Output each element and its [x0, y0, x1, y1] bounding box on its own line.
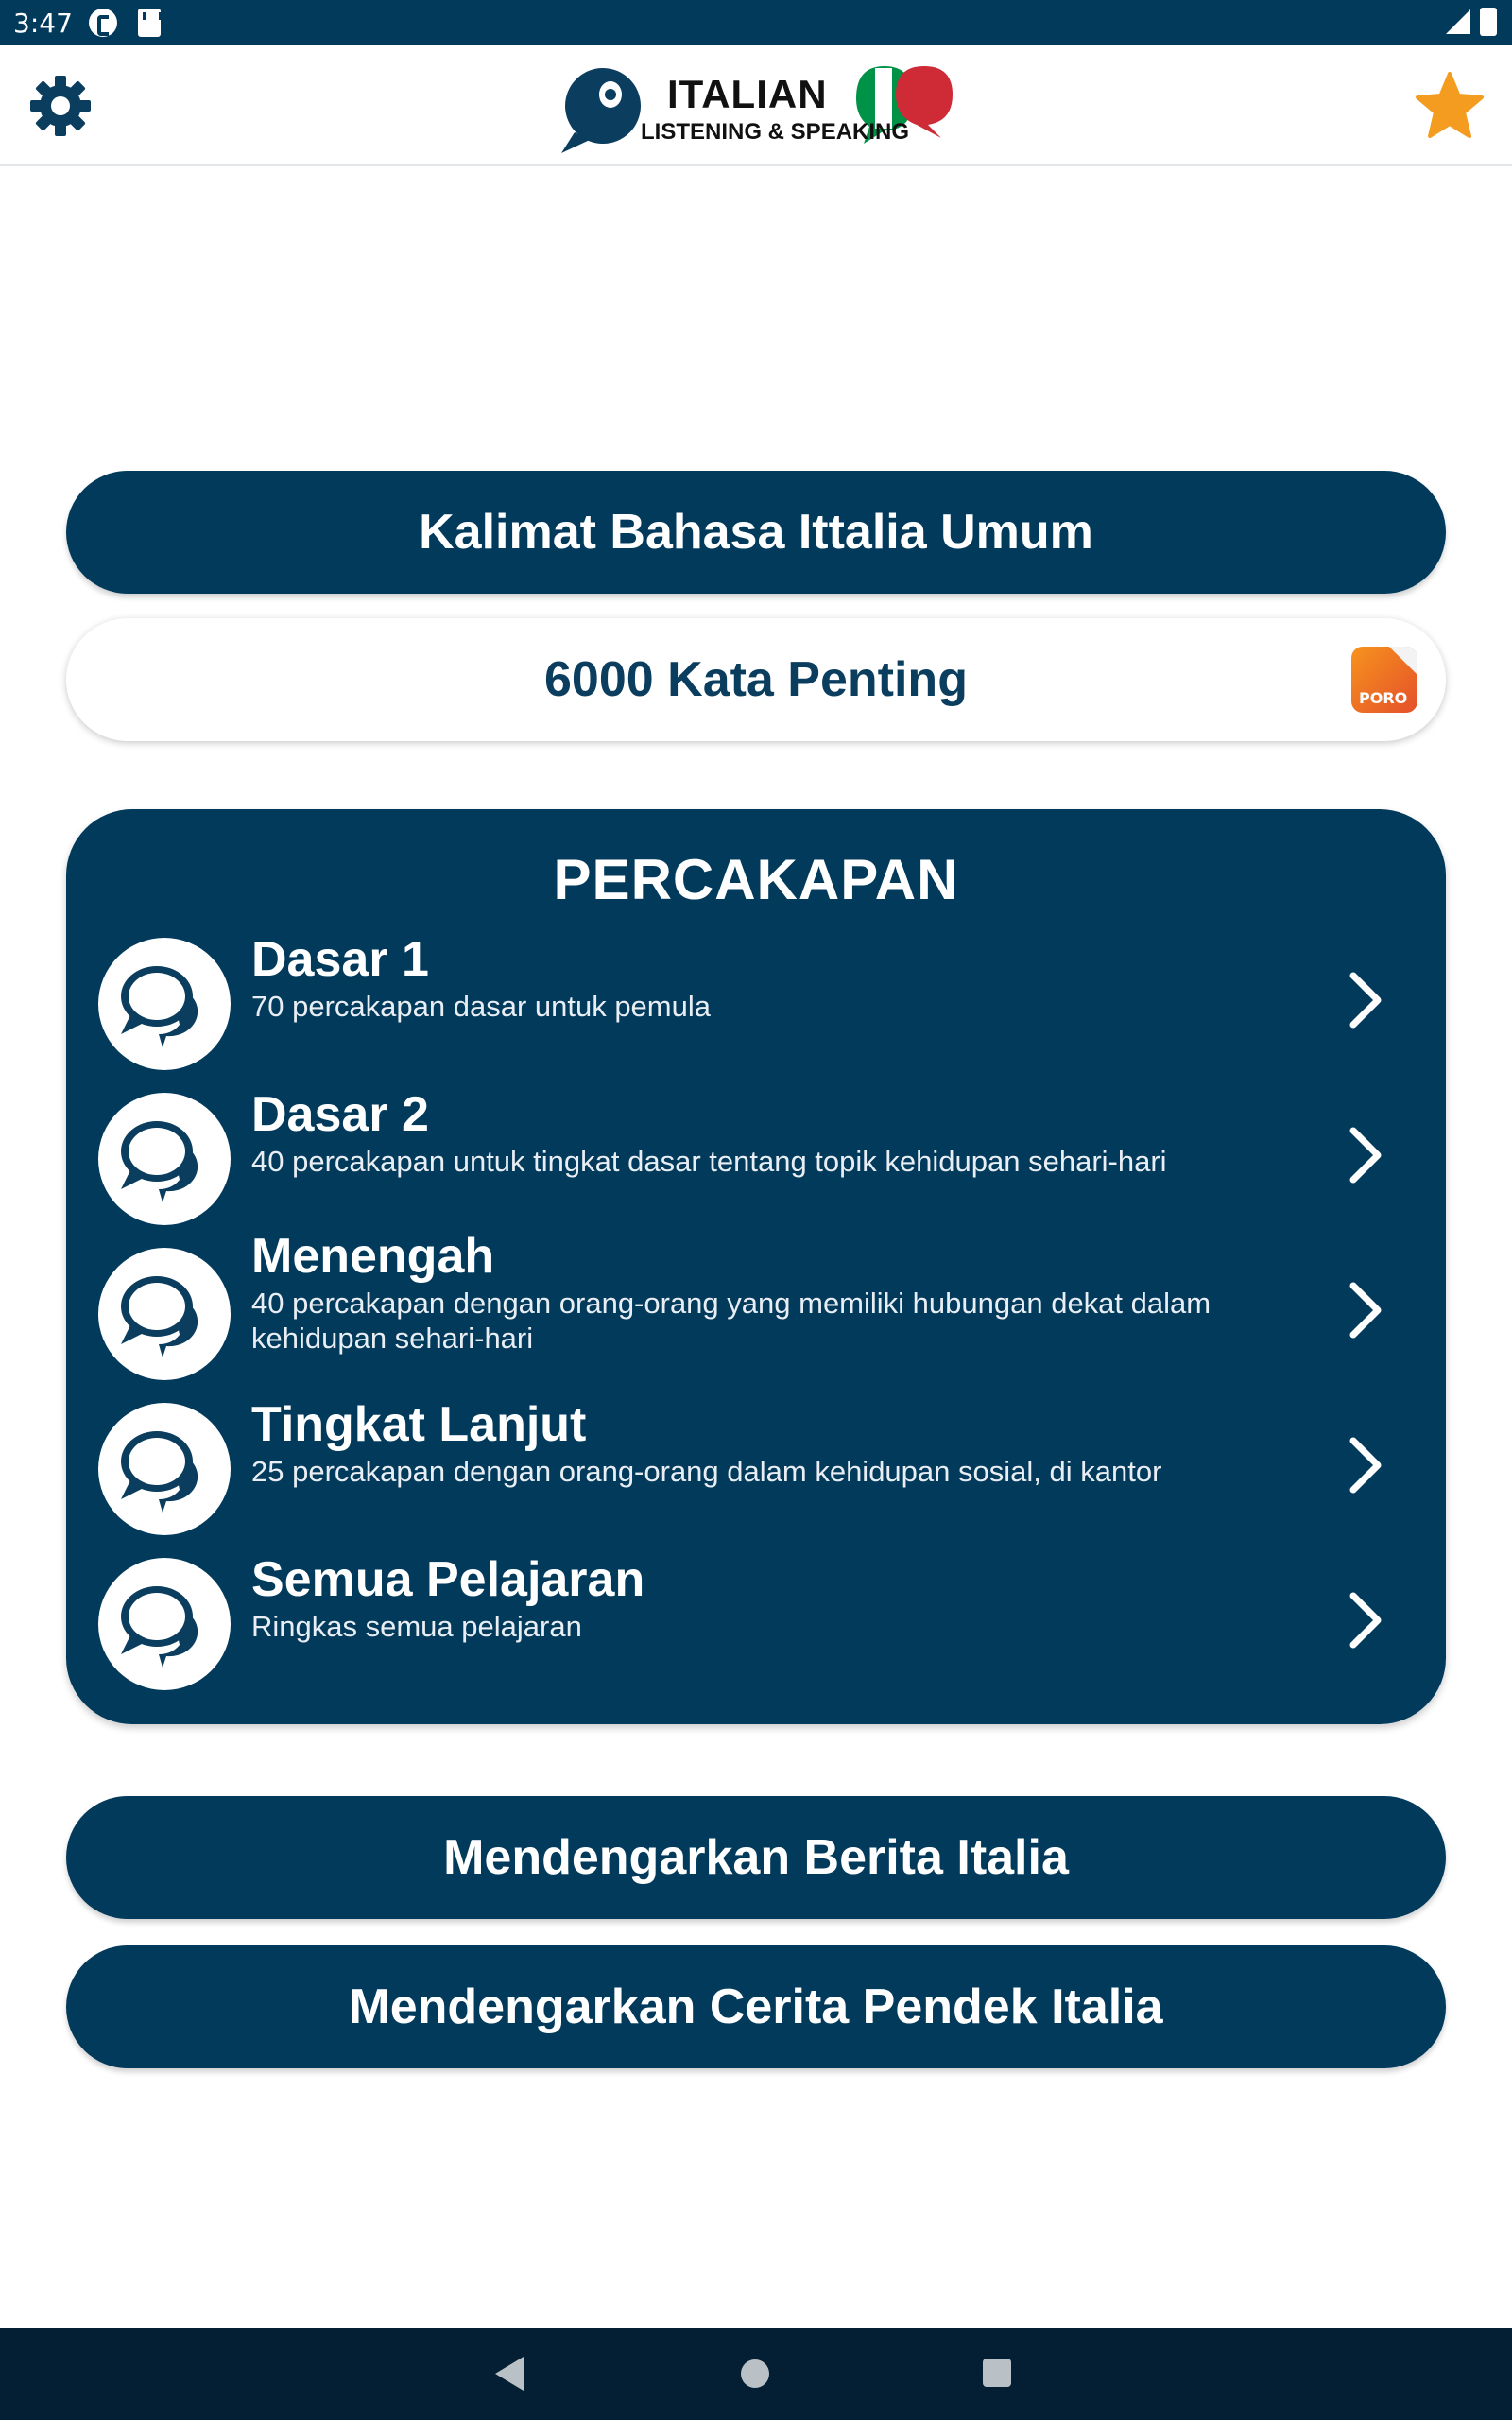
important-words-label: 6000 Kata Penting	[544, 652, 968, 707]
conversation-item-title: Menengah	[251, 1229, 495, 1284]
logo-subtitle: LISTENING & SPEAKING	[641, 119, 910, 145]
italian-news-button[interactable]	[66, 1796, 1446, 1919]
italian-short-stories-button[interactable]	[66, 1945, 1446, 2068]
chat-bubbles-icon	[98, 1093, 231, 1225]
conversation-item-title: Dasar 1	[251, 932, 429, 987]
common-sentences-label: Kalimat Bahasa Ittalia Umum	[419, 505, 1093, 560]
conversation-item-desc: 70 percakapan dasar untuk pemula	[251, 990, 711, 1023]
conversation-item-desc: 40 percakapan dengan orang-orang yang memiliki hubungan dekat dalam kehidupan sehari-hari	[251, 1287, 1211, 1355]
chevron-right-icon	[1336, 962, 1393, 1038]
common-sentences-button[interactable]	[66, 471, 1446, 594]
conversation-item-dasar-2[interactable]	[98, 1085, 1421, 1227]
back-icon[interactable]	[495, 2357, 524, 2391]
conversation-item-dasar-1[interactable]	[98, 930, 1421, 1072]
chevron-right-icon	[1336, 1427, 1393, 1503]
conversation-item-menengah[interactable]	[98, 1229, 1421, 1382]
poro-app-icon	[1351, 647, 1418, 713]
chevron-right-icon	[1336, 1117, 1393, 1193]
chat-bubbles-icon	[98, 1248, 231, 1380]
conversation-item-title: Dasar 2	[251, 1087, 429, 1142]
chat-bubbles-icon	[98, 1558, 231, 1690]
logo-title: ITALIAN	[667, 72, 828, 116]
chevron-right-icon	[1336, 1582, 1393, 1658]
italian-news-label: Mendengarkan Berita Italia	[443, 1830, 1069, 1885]
conversation-card	[66, 809, 1446, 1724]
status-bar	[0, 0, 1512, 45]
notification-app-icon	[89, 9, 117, 37]
sd-card-icon	[138, 9, 161, 37]
recent-apps-icon[interactable]	[983, 2359, 1011, 2387]
home-icon[interactable]	[741, 2360, 769, 2388]
poro-label: PORO	[1359, 689, 1408, 707]
system-nav-bar	[0, 2328, 1512, 2420]
italian-short-stories-label: Mendengarkan Cerita Pendek Italia	[349, 1979, 1163, 2034]
conversation-item-desc: 25 percakapan dengan orang-orang dalam kehidupan sosial, di kantor	[251, 1455, 1162, 1488]
star-icon[interactable]	[1414, 70, 1486, 142]
conversation-item-desc: Ringkas semua pelajaran	[251, 1610, 582, 1643]
app-logo	[556, 57, 962, 161]
status-time: 3:47	[13, 8, 73, 39]
chat-bubbles-icon	[98, 938, 231, 1070]
app-bar	[0, 45, 1512, 166]
important-words-button[interactable]	[66, 618, 1446, 741]
conversation-item-desc: 40 percakapan untuk tingkat dasar tentang topik kehidupan sehari-hari	[251, 1145, 1167, 1178]
conversation-item-title: Semua Pelajaran	[251, 1552, 645, 1607]
chat-bubbles-icon	[98, 1403, 231, 1535]
conversation-title: PERCAKAPAN	[553, 848, 959, 911]
conversation-item-tingkat-lanjut[interactable]	[98, 1395, 1421, 1537]
battery-icon	[1480, 8, 1497, 36]
conversation-item-title: Tingkat Lanjut	[251, 1397, 587, 1452]
conversation-item-semua-pelajaran[interactable]	[98, 1550, 1421, 1692]
chevron-right-icon	[1336, 1272, 1393, 1348]
gear-icon[interactable]	[26, 72, 94, 140]
signal-icon	[1446, 9, 1470, 34]
